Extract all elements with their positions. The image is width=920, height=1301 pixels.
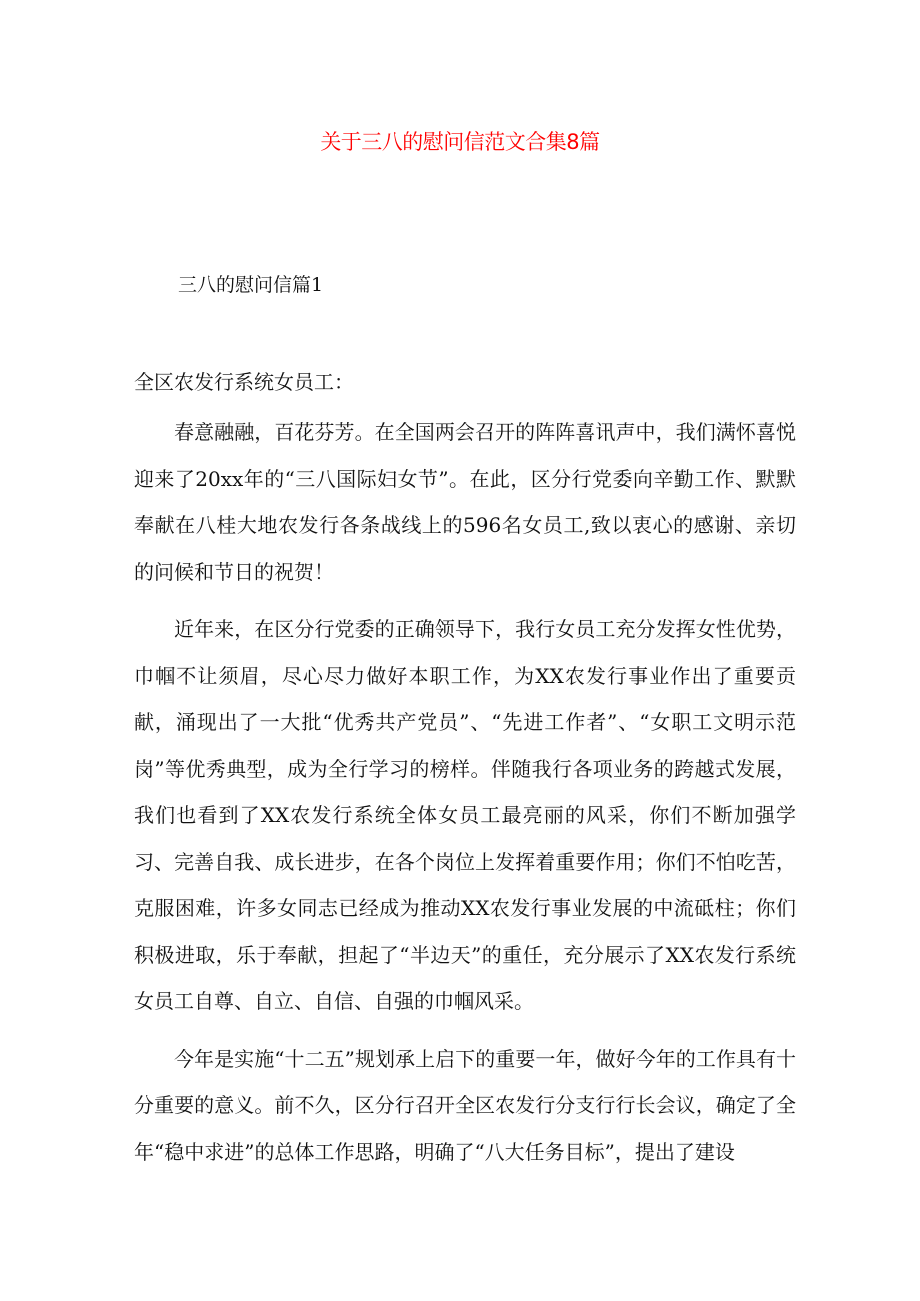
paragraph-1: 春意融融，百花芬芳。在全国两会召开的阵阵喜讯声中，我们满怀喜悦迎来了20xx年的“三八国际妇女节”。在此，区分行党委向辛勤工作、默默奉献在八桂大地农发行各条战线上的596名女员工,致以衷心的感谢、亲切的问候和节日的祝贺！: [134, 420, 796, 584]
section-heading: 三八的慰问信篇1: [178, 274, 324, 296]
paragraph-2: 近年来，在区分行党委的正确领导下，我行女员工充分发挥女性优势，巾帼不让须眉，尽心尽力做好本职工作，为XX农发行事业作出了重要贡献，涌现出了一大批“优秀共产党员”、“先进工作者”、“女职工文明示范岗”等优秀典型，成为全行学习的榜样。伴随我行各项业务的跨越式发展，我们也看到了XX农发行系统全体女员工最亮丽的风采，你们不断加强学习、完善自我、成长进步，在各个岗位上发挥着重要作用；你们不怕吃苦，克服困难，许多女同志已经成为推动XX农发行事业发展的中流砥柱；你们积极进取，乐于奉献，担起了“半边天”的重任，充分展示了XX农发行系统女员工自尊、自立、自信、自强的巾帼风采。: [134, 617, 796, 1013]
document-title: 关于三八的慰问信范文合集8篇: [320, 130, 600, 154]
salutation: 全区农发行系统女员工：: [134, 370, 354, 394]
letter-body: [134, 362, 796, 1175]
paragraph-3: 今年是实施“十二五”规划承上启下的重要一年，做好今年的工作具有十分重要的意义。前不久，区分行召开全区农发行分支行行长会议，确定了全年“稳中求进”的总体工作思路，明确了“八大任务目标”，提出了建设: [134, 1046, 796, 1164]
